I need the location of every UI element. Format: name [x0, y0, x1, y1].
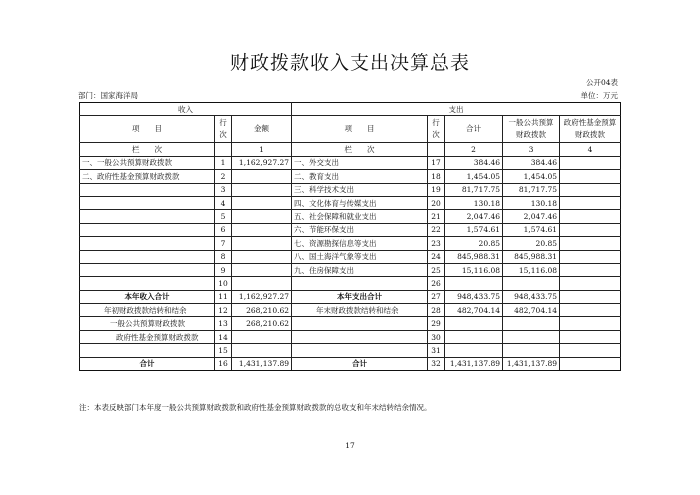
expenditure-item-cell: 七、资源勘探信息等支出: [292, 237, 428, 250]
income-line-cell: 6: [215, 223, 232, 236]
expenditure-item-cell: 三、科学技术支出: [292, 183, 428, 196]
expenditure-line-cell: 27: [428, 290, 445, 303]
expenditure-item-cell: 合计: [292, 357, 428, 370]
footnote: 注：本表反映部门本年度一般公共预算财政拨款和政府性基金预算财政拨款的总收支和年末结转结余情况。: [79, 403, 432, 412]
total-amount-cell: 482,704.14: [445, 304, 503, 317]
fund-budget-cell: [560, 250, 621, 263]
general-budget-cell: 482,704.14: [503, 304, 560, 317]
table-row: [80, 183, 621, 196]
income-amount-cell: [232, 330, 292, 343]
general-budget-cell: 2,047.46: [503, 210, 560, 223]
income-line-cell: 5: [215, 210, 232, 223]
total-amount-cell: 15,116.08: [445, 263, 503, 276]
income-line-cell: 16: [215, 357, 232, 370]
expenditure-item-cell: 九、住房保障支出: [292, 263, 428, 276]
general-budget-cell: 845,988.31: [503, 250, 560, 263]
fund-budget-cell: [560, 277, 621, 290]
expenditure-line-cell: 30: [428, 330, 445, 343]
total-amount-cell: 948,433.75: [445, 290, 503, 303]
table-row: [80, 277, 621, 290]
column-index-1: 1: [232, 143, 292, 156]
general-budget-cell: 130.18: [503, 196, 560, 209]
expenditure-item-cell: 年末财政拨款结转和结余: [292, 304, 428, 317]
income-amount-cell: [232, 277, 292, 290]
income-amount-cell: 1,162,927.27: [232, 290, 292, 303]
expenditure-line-cell: 22: [428, 223, 445, 236]
income-item-cell: [80, 250, 215, 263]
column-label-2: 栏 次: [292, 143, 428, 156]
expenditure-line-cell: 26: [428, 277, 445, 290]
income-amount-cell: 268,210.62: [232, 304, 292, 317]
department-label: 部门：国家海洋局: [78, 91, 138, 100]
fund-budget-cell: [560, 317, 621, 330]
expenditure-line-cell: 25: [428, 263, 445, 276]
expenditure-item-cell: [292, 277, 428, 290]
table-row: [80, 344, 621, 357]
income-line-cell: 15: [215, 344, 232, 357]
table-row: [80, 196, 621, 209]
expenditure-line-cell: 21: [428, 210, 445, 223]
income-amount-cell: [232, 250, 292, 263]
column-index-2: 2: [445, 143, 503, 156]
page-title: 财政拨款收入支出决算总表: [229, 52, 470, 74]
income-amount-header: 金额: [232, 116, 292, 143]
unit-label: 单位：万元: [580, 91, 618, 100]
fund-budget-cell: [560, 210, 621, 223]
income-item-cell: 政府性基金预算财政拨款: [80, 330, 215, 343]
income-line-cell: 13: [215, 317, 232, 330]
total-amount-cell: 20.85: [445, 237, 503, 250]
general-budget-cell: 1,431,137.89: [503, 357, 560, 370]
expenditure-line-cell: 32: [428, 357, 445, 370]
income-amount-cell: [232, 263, 292, 276]
table-row: [80, 223, 621, 236]
total-amount-cell: 1,431,137.89: [445, 357, 503, 370]
income-item-cell: [80, 210, 215, 223]
fund-budget-cell: [560, 304, 621, 317]
income-item-cell: [80, 344, 215, 357]
total-amount-cell: 1,574.61: [445, 223, 503, 236]
table-row: [80, 290, 621, 303]
income-item-cell: [80, 196, 215, 209]
income-item-cell: 年初财政拨款结转和结余: [80, 304, 215, 317]
income-item-cell: [80, 223, 215, 236]
fund-budget-cell: [560, 156, 621, 169]
general-budget-cell: 948,433.75: [503, 290, 560, 303]
total-amount-cell: [445, 317, 503, 330]
table-row: [80, 250, 621, 263]
income-line-cell: 4: [215, 196, 232, 209]
expenditure-item-cell: [292, 330, 428, 343]
total-amount-cell: 845,988.31: [445, 250, 503, 263]
income-amount-cell: 1,431,137.89: [232, 357, 292, 370]
table-row: [80, 210, 621, 223]
income-item-cell: 本年收入合计: [80, 290, 215, 303]
general-budget-cell: [503, 330, 560, 343]
expenditure-line-cell: 29: [428, 317, 445, 330]
general-budget-cell: [503, 277, 560, 290]
general-budget-cell: [503, 317, 560, 330]
expenditure-line-cell: 23: [428, 237, 445, 250]
table-row: [80, 263, 621, 276]
fund-budget-cell: [560, 223, 621, 236]
fund-budget-cell: [560, 263, 621, 276]
income-line-cell: 8: [215, 250, 232, 263]
expenditure-item-cell: 本年支出合计: [292, 290, 428, 303]
total-amount-cell: [445, 330, 503, 343]
income-item-cell: [80, 183, 215, 196]
income-amount-cell: [232, 170, 292, 183]
expenditure-line-cell: 31: [428, 344, 445, 357]
fund-budget-cell: [560, 237, 621, 250]
table-row: [80, 357, 621, 370]
income-item-cell: 一般公共预算财政拨款: [80, 317, 215, 330]
income-line-cell: 3: [215, 183, 232, 196]
fund-budget-cell: [560, 196, 621, 209]
column-index-row: [80, 143, 621, 156]
expenditure-item-cell: [292, 317, 428, 330]
column-index-4: 4: [560, 143, 621, 156]
expenditure-item-cell: 二、教育支出: [292, 170, 428, 183]
income-line-cell: 1: [215, 156, 232, 169]
general-budget-header: 一般公共预算财政拨款: [503, 116, 560, 143]
expenditure-item-cell: [292, 344, 428, 357]
total-amount-cell: 1,454.05: [445, 170, 503, 183]
expenditure-header: 支出: [292, 103, 621, 116]
fund-budget-header: 政府性基金预算财政拨款: [560, 116, 621, 143]
income-item-cell: [80, 277, 215, 290]
income-line-cell: 9: [215, 263, 232, 276]
general-budget-cell: 1,454.05: [503, 170, 560, 183]
column-index-3: 3: [503, 143, 560, 156]
general-budget-cell: 81,717.75: [503, 183, 560, 196]
income-item-cell: [80, 263, 215, 276]
fund-budget-cell: [560, 357, 621, 370]
page-number: 17: [345, 441, 355, 450]
income-header: 收入: [80, 103, 292, 116]
income-line-cell: 2: [215, 170, 232, 183]
fund-budget-cell: [560, 344, 621, 357]
general-budget-cell: 15,116.08: [503, 263, 560, 276]
general-budget-cell: 384.46: [503, 156, 560, 169]
income-amount-cell: [232, 237, 292, 250]
expenditure-item-cell: 五、社会保障和就业支出: [292, 210, 428, 223]
income-item-cell: 合计: [80, 357, 215, 370]
expenditure-line-cell: 28: [428, 304, 445, 317]
income-line-header: 行次: [215, 116, 232, 143]
expenditure-item-cell: 八、国土海洋气象等支出: [292, 250, 428, 263]
income-line-cell: 10: [215, 277, 232, 290]
income-line-cell: 12: [215, 304, 232, 317]
fund-budget-cell: [560, 290, 621, 303]
total-amount-cell: [445, 344, 503, 357]
form-number: 公开04表: [585, 78, 618, 87]
expenditure-line-cell: 18: [428, 170, 445, 183]
income-item-cell: 二、政府性基金预算财政拨款: [80, 170, 215, 183]
expenditure-item-cell: 一、外交支出: [292, 156, 428, 169]
expenditure-item-header: 项 目: [292, 116, 428, 143]
budget-summary-table: [79, 102, 621, 371]
expenditure-item-cell: 四、文化体育与传媒支出: [292, 196, 428, 209]
header-row-1: [80, 103, 621, 116]
income-amount-cell: [232, 344, 292, 357]
expenditure-line-cell: 19: [428, 183, 445, 196]
expenditure-line-cell: 24: [428, 250, 445, 263]
income-amount-cell: [232, 210, 292, 223]
general-budget-cell: 20.85: [503, 237, 560, 250]
total-amount-cell: [445, 277, 503, 290]
table-row: [80, 304, 621, 317]
general-budget-cell: 1,574.61: [503, 223, 560, 236]
table-row: [80, 170, 621, 183]
income-item-cell: 一、一般公共预算财政拨款: [80, 156, 215, 169]
total-amount-cell: 384.46: [445, 156, 503, 169]
fund-budget-cell: [560, 330, 621, 343]
income-amount-cell: [232, 223, 292, 236]
total-amount-cell: 2,047.46: [445, 210, 503, 223]
table-row: [80, 317, 621, 330]
table-row: [80, 237, 621, 250]
table-row: [80, 330, 621, 343]
income-amount-cell: 268,210.62: [232, 317, 292, 330]
table-row: [80, 156, 621, 169]
income-amount-cell: [232, 183, 292, 196]
expenditure-line-cell: 17: [428, 156, 445, 169]
general-budget-cell: [503, 344, 560, 357]
column-label: 栏 次: [80, 143, 215, 156]
expenditure-line-cell: 20: [428, 196, 445, 209]
income-line-cell: 7: [215, 237, 232, 250]
total-amount-cell: 130.18: [445, 196, 503, 209]
header-row-2: [80, 116, 621, 143]
income-item-cell: [80, 237, 215, 250]
total-header: 合计: [445, 116, 503, 143]
income-item-header: 项 目: [80, 116, 215, 143]
income-line-cell: 11: [215, 290, 232, 303]
fund-budget-cell: [560, 183, 621, 196]
income-amount-cell: 1,162,927.27: [232, 156, 292, 169]
fund-budget-cell: [560, 170, 621, 183]
expenditure-item-cell: 六、节能环保支出: [292, 223, 428, 236]
income-amount-cell: [232, 196, 292, 209]
total-amount-cell: 81,717.75: [445, 183, 503, 196]
income-line-cell: 14: [215, 330, 232, 343]
expenditure-line-header: 行次: [428, 116, 445, 143]
